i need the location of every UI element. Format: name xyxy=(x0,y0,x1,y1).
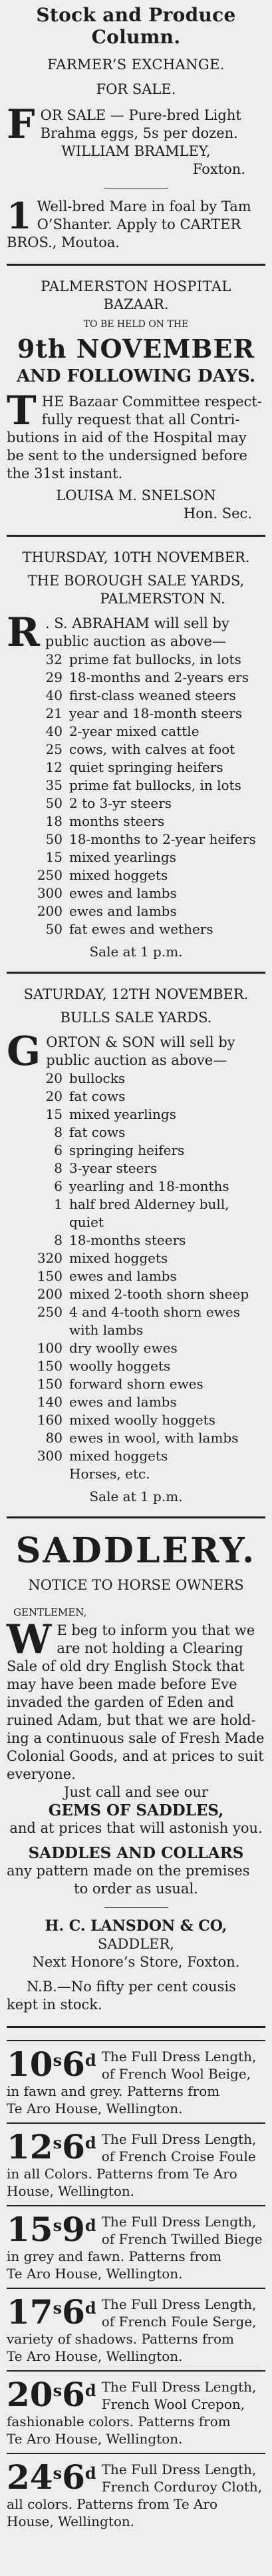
price-pence: 6 xyxy=(62,2127,85,2166)
stock-count: 320 xyxy=(37,1250,63,1266)
section-divider xyxy=(7,1516,265,1518)
sale-yards-title: BULLS SALE YARDS. xyxy=(60,1010,212,1026)
bazaar-line: be sent to the undersigned before xyxy=(7,448,247,464)
stock-description: year and 18-month steers xyxy=(69,705,243,721)
price-description-line: The Full Dress Length, xyxy=(101,2296,257,2312)
price-shillings-sign: s xyxy=(53,2051,63,2070)
price-shillings: 12 xyxy=(7,2127,53,2166)
made-line: any pattern made on the premises xyxy=(7,1863,250,1879)
section-divider xyxy=(7,535,265,537)
price-shillings-sign: s xyxy=(53,2463,63,2483)
stock-item xyxy=(7,1088,265,1106)
price-shillings: 24 xyxy=(7,2457,53,2497)
price-shillings: 10 xyxy=(7,2045,53,2084)
stock-item xyxy=(7,830,265,848)
stock-item xyxy=(7,651,265,669)
saddlery-line: ruined Adam, but that we are hold- xyxy=(7,1712,256,1728)
section-divider xyxy=(7,264,265,266)
stock-count: 20 xyxy=(45,1088,63,1104)
stock-item xyxy=(7,1393,265,1411)
price-description-line: French Wool Crepon, xyxy=(101,2396,245,2412)
stock-count: 150 xyxy=(37,1268,63,1284)
saddlery-greeting: GENTLEMEN, xyxy=(13,1606,87,1618)
stock-description: ewes and lambs xyxy=(69,1268,177,1284)
sale-yards-title: THE BOROUGH SALE YARDS, xyxy=(27,573,245,589)
stock-item xyxy=(7,1339,265,1357)
stock-count: 8 xyxy=(54,1160,63,1176)
ad-place: Foxton. xyxy=(192,161,245,177)
stock-description: Horses, etc. xyxy=(69,1466,150,1482)
stock-count: 40 xyxy=(45,687,63,703)
stock-item xyxy=(7,777,265,795)
ad-bramley xyxy=(7,101,265,178)
stock-count: 50 xyxy=(45,831,63,847)
price-shillings-sign: s xyxy=(53,2133,63,2152)
stock-item xyxy=(7,866,265,884)
price-description-line: in grey and fawn. Patterns from xyxy=(7,2248,221,2264)
saddlery-line: Sale of old dry English Stock that xyxy=(7,1658,245,1674)
stock-description: prime fat bullocks, in lots xyxy=(69,651,241,667)
drop-cap: T xyxy=(7,388,37,434)
stock-description: prime fat bullocks, in lots xyxy=(69,777,241,793)
price-advert xyxy=(7,2040,265,2122)
drop-cap: W xyxy=(7,1616,52,1663)
stock-description: fat cows xyxy=(69,1124,126,1140)
stock-item xyxy=(7,1177,265,1195)
saddlery-line: invaded the garden of Eden and xyxy=(7,1694,234,1710)
farmers-exchange-title: FARMER’S EXCHANGE. xyxy=(47,57,225,73)
ad-name: WILLIAM BRAMLEY, xyxy=(61,143,211,159)
to-be-held: TO BE HELD ON THE xyxy=(83,319,189,330)
price-pence-sign: d xyxy=(84,2216,96,2235)
price-description-line: variety of shadows. Patterns from xyxy=(7,2331,234,2347)
stock-item xyxy=(7,1321,265,1339)
stock-count: 140 xyxy=(37,1394,63,1410)
price-description-line: House, Wellington. xyxy=(7,2183,135,2199)
stock-description: 2-year mixed cattle xyxy=(69,723,200,739)
price-figure xyxy=(7,2127,96,2166)
bazaar-date: 9th NOVEMBER xyxy=(17,334,255,364)
just-call: Just call and see our xyxy=(64,1784,208,1800)
stock-description: yearling and 18-months xyxy=(69,1178,229,1194)
price-advert xyxy=(7,2288,265,2370)
stock-description: 18-months to 2-year heifers xyxy=(69,831,256,847)
stock-item xyxy=(7,1411,265,1429)
price-figure xyxy=(7,2292,96,2332)
stock-item xyxy=(7,884,265,902)
price-description-line: all colors. Patterns from Te Aro xyxy=(7,2496,218,2512)
price-pence: 6 xyxy=(62,2292,85,2332)
stock-description: bullocks xyxy=(69,1070,126,1086)
ad-carter xyxy=(7,194,265,252)
sale-time: Sale at 1 p.m. xyxy=(89,944,183,960)
sale-time: Sale at 1 p.m. xyxy=(89,1488,183,1504)
stock-item xyxy=(7,1106,265,1124)
saddlery-line: may have been made before Eve xyxy=(7,1676,237,1692)
stock-description: mixed hoggets xyxy=(69,1448,168,1464)
saddles-and-collars: SADDLES AND COLLARS xyxy=(28,1844,244,1862)
stock-description: mixed 2-tooth shorn sheep xyxy=(69,1286,249,1302)
price-pence-sign: d xyxy=(84,2463,96,2483)
intro-line: . S. ABRAHAM will sell by xyxy=(45,615,229,631)
stock-item xyxy=(7,920,265,938)
bazaar-subtitle: BAZAAR. xyxy=(103,296,169,312)
stock-count: 6 xyxy=(54,1178,63,1194)
price-description-line: Te Aro House, Wellington. xyxy=(7,2100,183,2116)
stock-description: quiet springing heifers xyxy=(69,759,223,775)
stock-item xyxy=(7,902,265,920)
stock-description: with lambs xyxy=(69,1322,144,1338)
price-description-line: Te Aro House, Wellington. xyxy=(7,2431,183,2447)
stock-item xyxy=(7,1231,265,1249)
stock-item xyxy=(7,669,265,687)
nb-line: N.B.—No fifty per cent cousis xyxy=(27,1979,236,1995)
stock-item xyxy=(7,1285,265,1303)
bulls-intro xyxy=(7,1028,265,1075)
stock-item xyxy=(7,848,265,866)
stock-description: woolly hoggets xyxy=(69,1358,171,1374)
price-pence-sign: d xyxy=(84,2298,96,2318)
stock-count: 80 xyxy=(45,1430,63,1446)
stock-item xyxy=(7,1159,265,1177)
price-shillings-sign: s xyxy=(53,2216,63,2235)
ad-line: Brahma eggs, 5s per dozen. xyxy=(40,125,238,141)
ad-line: OR SALE — Pure-bred Light xyxy=(40,107,241,123)
stock-description: ewes and lambs xyxy=(69,1394,177,1410)
stock-item xyxy=(7,1303,265,1321)
stock-count: 35 xyxy=(45,777,63,793)
bazaar-title: PALMERSTON HOSPITAL xyxy=(41,278,231,294)
bazaar-signature-title: Hon. Sec. xyxy=(183,505,252,521)
stock-description: mixed hoggets xyxy=(69,1250,168,1266)
bazaar-section xyxy=(7,278,265,523)
bazaar-signature: LOUISA M. SNELSON xyxy=(56,487,216,503)
price-pence: 6 xyxy=(62,2375,85,2414)
stock-count: 12 xyxy=(45,759,63,775)
saddlery-line: are not holding a Clearing xyxy=(57,1640,243,1656)
price-description-line: The Full Dress Length, xyxy=(101,2461,257,2477)
price-advert xyxy=(7,2122,265,2205)
price-figure xyxy=(7,2375,96,2414)
stock-description: months steers xyxy=(69,813,165,829)
price-figure xyxy=(7,2045,96,2084)
sale-date: SATURDAY, 12TH NOVEMBER. xyxy=(23,986,249,1002)
stock-item xyxy=(7,1195,265,1213)
intro-line: ORTON & SON will sell by xyxy=(46,1034,235,1050)
stock-count: 150 xyxy=(37,1376,63,1392)
stock-count: 1 xyxy=(54,1196,63,1212)
stock-description: mixed yearlings xyxy=(69,849,176,865)
masthead: Stock and Produce Column. xyxy=(36,4,236,48)
price-description-line: The Full Dress Length, xyxy=(101,2049,257,2065)
firm-name: H. C. LANSDON & CO, xyxy=(45,1917,227,1935)
stock-count: 32 xyxy=(45,651,63,667)
stock-description: cows, with calves at foot xyxy=(69,741,235,757)
stock-description: 3-year steers xyxy=(69,1160,158,1176)
stock-description: mixed yearlings xyxy=(69,1106,176,1122)
stock-description: springing heifers xyxy=(69,1142,185,1158)
bazaar-line: the 31st instant. xyxy=(7,466,123,482)
price-description-line: The Full Dress Length, xyxy=(101,2214,257,2230)
bazaar-line: HE Bazaar Committee respect- xyxy=(41,394,262,410)
price-description-line: House, Wellington. xyxy=(7,2513,135,2529)
stock-description: fat cows xyxy=(69,1088,126,1104)
stock-description: ewes and lambs xyxy=(69,903,177,919)
price-figure xyxy=(7,2457,96,2497)
price-description-line: of French Twilled Biege xyxy=(101,2231,263,2247)
stock-item xyxy=(7,705,265,723)
stock-description: 18-months steers xyxy=(69,1232,186,1248)
stock-count: 200 xyxy=(37,1286,63,1302)
stock-count: 18 xyxy=(45,813,63,829)
bazaar-line: butions in aid of the Hospital may xyxy=(7,430,247,446)
stock-item xyxy=(7,1465,265,1483)
stock-count: 15 xyxy=(45,849,63,865)
stock-description: 18-months and 2-years ers xyxy=(69,669,249,685)
saddlery-section xyxy=(7,1530,265,2014)
stock-item xyxy=(7,1447,265,1465)
stock-description: dry woolly ewes xyxy=(69,1340,178,1356)
saddlery-line: Colonial Goods, and at prices to suit xyxy=(7,1748,264,1764)
section-divider xyxy=(7,2026,265,2028)
stock-count: 100 xyxy=(37,1340,63,1356)
stock-count: 160 xyxy=(37,1412,63,1428)
price-pence-sign: d xyxy=(84,2051,96,2070)
stock-item xyxy=(7,1267,265,1285)
section-divider xyxy=(7,972,265,974)
stock-item xyxy=(7,687,265,705)
nb-line: kept in stock. xyxy=(7,1997,102,2013)
stock-count: 40 xyxy=(45,723,63,739)
stock-item xyxy=(7,1213,265,1231)
stock-count: 8 xyxy=(54,1232,63,1248)
astonish-prices: and at prices that will astonish you. xyxy=(9,1820,263,1836)
stock-item xyxy=(7,1070,265,1088)
stock-count: 250 xyxy=(37,1304,63,1320)
price-advert xyxy=(7,2453,265,2535)
stock-count: 15 xyxy=(45,1106,63,1122)
for-sale-heading: FOR SALE. xyxy=(96,81,176,97)
price-description-line: in fawn and grey. Patterns from xyxy=(7,2083,220,2099)
stock-description: 2 to 3-yr steers xyxy=(69,795,172,811)
sale-yards-location: PALMERSTON N. xyxy=(100,591,225,607)
drop-cap: F xyxy=(7,101,35,148)
borough-intro xyxy=(7,609,265,656)
made-line: to order as usual. xyxy=(74,1881,198,1897)
stock-description: mixed hoggets xyxy=(69,867,168,883)
stock-description: mixed woolly hoggets xyxy=(69,1412,215,1428)
drop-cap: 1 xyxy=(7,194,32,237)
price-description-line: Te Aro House, Wellington. xyxy=(7,2348,183,2364)
intro-line: public auction as above— xyxy=(46,1052,227,1068)
stock-item xyxy=(7,723,265,741)
stock-item xyxy=(7,759,265,777)
price-pence-sign: d xyxy=(84,2133,96,2152)
price-shillings: 15 xyxy=(7,2210,53,2249)
intro-line: public auction as above— xyxy=(45,633,226,649)
stock-item xyxy=(7,795,265,812)
price-description-line: French Corduroy Cloth, xyxy=(101,2479,263,2495)
price-advert xyxy=(7,2205,265,2288)
stock-description: first-class weaned steers xyxy=(69,687,236,703)
stock-item xyxy=(7,812,265,830)
stock-description: ewes and lambs xyxy=(69,885,177,901)
price-shillings-sign: s xyxy=(53,2298,63,2318)
borough-stock-list xyxy=(7,651,265,938)
stock-count: 21 xyxy=(45,705,63,721)
price-pence: 6 xyxy=(62,2045,85,2084)
ad-line: O’Shanter. Apply to CARTER xyxy=(37,216,241,232)
ad-line: BROS., Moutoa. xyxy=(7,234,120,250)
stock-item xyxy=(7,1357,265,1375)
bazaar-following: AND FOLLOWING DAYS. xyxy=(16,366,256,386)
stock-count: 250 xyxy=(37,867,63,883)
sale-date: THURSDAY, 10TH NOVEMBER. xyxy=(22,549,250,565)
stock-description: half bred Alderney bull, xyxy=(69,1196,229,1212)
stock-description: ewes in wool, with lambs xyxy=(69,1430,239,1446)
stock-description: fat ewes and wethers xyxy=(69,921,213,937)
gems-of-saddles: GEMS OF SADDLES, xyxy=(48,1801,224,1819)
saddlery-line: ing a continuous sale of Fresh Made xyxy=(7,1730,265,1746)
bulls-sale-section xyxy=(7,986,265,1504)
price-pence: 6 xyxy=(62,2457,85,2497)
stock-description: quiet xyxy=(69,1214,104,1230)
stock-count: 300 xyxy=(37,1448,63,1464)
price-description-line: Te Aro House, Wellington. xyxy=(7,2266,183,2282)
price-description-line: The Full Dress Length, xyxy=(101,2379,257,2395)
saddlery-title: SADDLERY. xyxy=(15,1530,257,1571)
bazaar-line: fully request that all Contri- xyxy=(41,412,240,428)
drop-cap: R xyxy=(7,609,40,656)
bulls-stock-list xyxy=(7,1070,265,1483)
price-shillings-sign: s xyxy=(53,2381,63,2400)
dress-price-list xyxy=(7,2040,265,2535)
saddlery-line: E beg to inform you that we xyxy=(57,1622,255,1638)
bazaar-body xyxy=(7,388,265,523)
divider xyxy=(104,1907,168,1908)
borough-sale-section xyxy=(7,549,265,960)
stock-item xyxy=(7,1249,265,1267)
stock-count: 6 xyxy=(54,1142,63,1158)
firm-location: Next Honore’s Store, Foxton. xyxy=(32,1954,240,1970)
stock-count: 150 xyxy=(37,1358,63,1374)
stock-count: 300 xyxy=(37,885,63,901)
stock-item xyxy=(7,1141,265,1159)
saddlery-body xyxy=(7,1616,265,1783)
price-pence: 9 xyxy=(62,2210,85,2249)
price-description-line: in all Colors. Patterns from Te Aro xyxy=(7,2166,237,2182)
price-description-line: of French Croise Foule xyxy=(101,2148,256,2164)
stock-item xyxy=(7,1124,265,1141)
price-description-line: fashionable colors. Patterns from xyxy=(7,2414,231,2429)
stock-count: 29 xyxy=(45,669,63,685)
price-description-line: The Full Dress Length, xyxy=(101,2131,257,2147)
saddlery-line: everyone. xyxy=(7,1766,76,1782)
price-pence-sign: d xyxy=(84,2381,96,2400)
price-shillings: 20 xyxy=(7,2375,53,2414)
stock-count: 50 xyxy=(45,921,63,937)
stock-item xyxy=(7,1375,265,1393)
saddlery-notice: NOTICE TO HORSE OWNERS xyxy=(28,1577,244,1593)
price-shillings: 17 xyxy=(7,2292,53,2332)
stock-item xyxy=(7,1429,265,1447)
price-description-line: of French Foule Serge, xyxy=(101,2314,257,2330)
stock-count: 200 xyxy=(37,903,63,919)
stock-count: 8 xyxy=(54,1124,63,1140)
price-description-line: of French Wool Beige, xyxy=(101,2066,251,2082)
firm-role: SADDLER, xyxy=(98,1936,174,1952)
price-figure xyxy=(7,2210,96,2249)
price-advert xyxy=(7,2370,265,2453)
drop-cap: G xyxy=(7,1028,41,1075)
stock-description: forward shorn ewes xyxy=(69,1376,204,1392)
stock-count: 25 xyxy=(45,741,63,757)
stock-count: 50 xyxy=(45,795,63,811)
stock-description: 4 and 4-tooth shorn ewes xyxy=(69,1304,240,1320)
stock-item xyxy=(7,741,265,759)
ad-line: Well-bred Mare in foal by Tam xyxy=(37,198,251,214)
stock-count: 20 xyxy=(45,1070,63,1086)
farmers-exchange-section xyxy=(7,56,265,252)
